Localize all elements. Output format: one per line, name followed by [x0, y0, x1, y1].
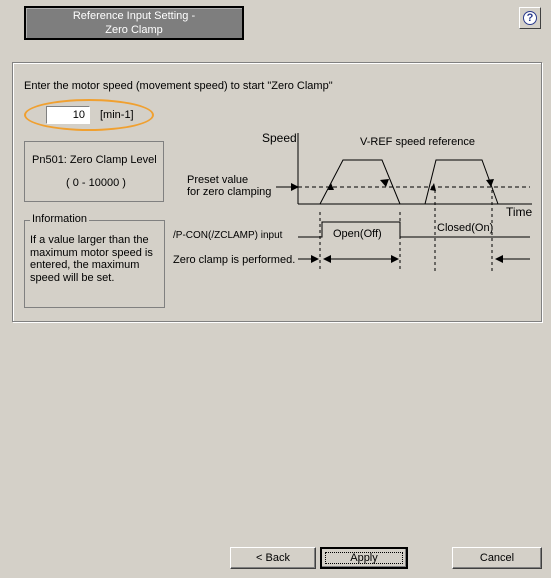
- title-line-1: Reference Input Setting -: [72, 10, 196, 22]
- question-mark-icon: ?: [523, 11, 537, 25]
- cancel-button[interactable]: [452, 547, 542, 569]
- focus-rect: [325, 552, 403, 564]
- ramp-arrow-2: [380, 179, 389, 187]
- title-line-2: Zero Clamp: [105, 24, 163, 36]
- ramp-arrow-4: [486, 179, 494, 187]
- instruction-text: Enter the motor speed (movement speed) to start "Zero Clamp": [24, 80, 333, 92]
- zero-clamp-label: Zero clamp is performed.: [173, 254, 296, 266]
- zero-clamp-speed-input[interactable]: 10: [46, 106, 90, 124]
- cancel-button-label: Cancel: [479, 552, 515, 564]
- closed-label: Closed(On): [437, 222, 494, 234]
- open-label: Open(Off): [333, 228, 382, 240]
- preset-label-2: for zero clamping: [187, 186, 272, 198]
- information-title: Information: [32, 213, 88, 225]
- apply-button-label: Apply: [350, 552, 378, 564]
- speed-unit-label: [min-1]: [100, 109, 134, 121]
- ramp-arrow-3: [430, 183, 436, 191]
- pcon-label: /P-CON(/ZCLAMP) input: [173, 230, 283, 241]
- vref-label: V-REF speed reference: [360, 136, 475, 148]
- speed-label: Speed: [262, 131, 297, 145]
- time-label: Time: [506, 205, 533, 219]
- speed-pulse-2: [425, 160, 498, 204]
- parameter-range: ( 0 - 10000 ): [66, 177, 126, 189]
- preset-label-1: Preset value: [187, 174, 249, 186]
- information-text: If a value larger than the maximum motor speed is entered, the maximum speed will be set.: [30, 234, 153, 284]
- apply-button[interactable]: [320, 547, 408, 569]
- back-button-label: < Back: [256, 552, 290, 564]
- speed-pulse-1: [320, 160, 400, 204]
- parameter-label: Pn501: Zero Clamp Level: [32, 154, 157, 166]
- back-button[interactable]: [230, 547, 316, 569]
